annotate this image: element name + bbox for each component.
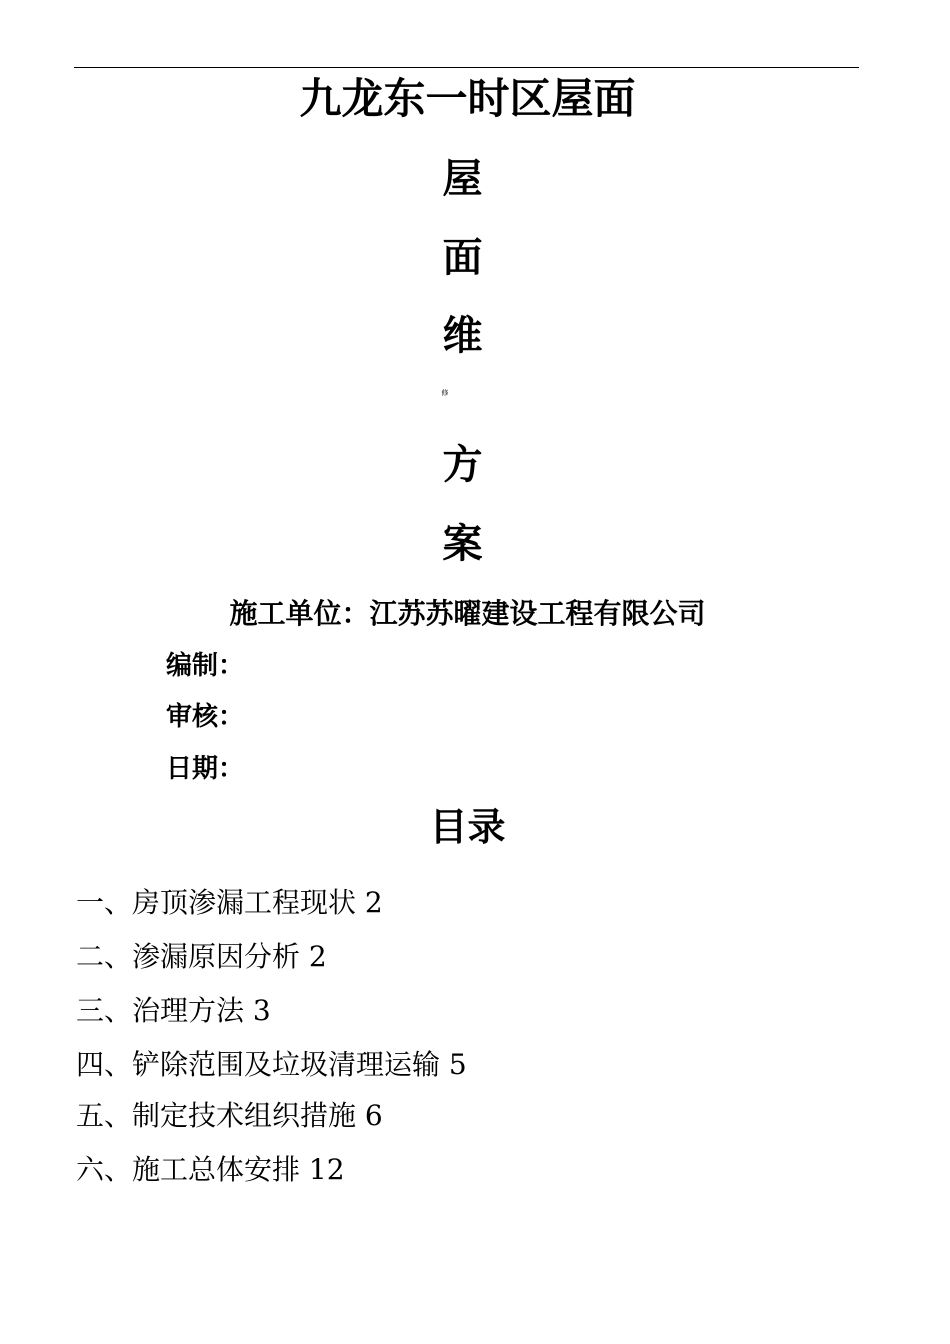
compiler-field: 编制：: [166, 651, 245, 681]
toc-item: 二、渗漏原因分析 2: [76, 940, 327, 973]
vertical-title-char-5: 案: [442, 521, 483, 567]
vertical-title-char-1: 屋: [442, 156, 483, 202]
page-title: 九龙东一时区屋面: [299, 74, 636, 123]
construction-company: 施工单位：江苏苏曜建设工程有限公司: [229, 597, 706, 630]
toc-item: 四、铲除范围及垃圾清理运输 5: [76, 1048, 467, 1081]
toc-item: 六、施工总体安排 12: [76, 1153, 345, 1186]
vertical-title-small-char: 修: [441, 389, 449, 397]
header-rule: [74, 67, 859, 68]
vertical-title-char-4: 方: [442, 442, 483, 488]
reviewer-field: 审核：: [166, 702, 245, 732]
toc-item: 一、房顶渗漏工程现状 2: [76, 886, 383, 919]
date-field: 日期：: [166, 754, 245, 784]
vertical-title-char-2: 面: [442, 235, 483, 281]
toc-item: 五、制定技术组织措施 6: [76, 1099, 383, 1132]
toc-item: 三、治理方法 3: [76, 994, 271, 1027]
vertical-title-char-3: 维: [442, 313, 483, 359]
toc-title: 目录: [429, 805, 506, 849]
